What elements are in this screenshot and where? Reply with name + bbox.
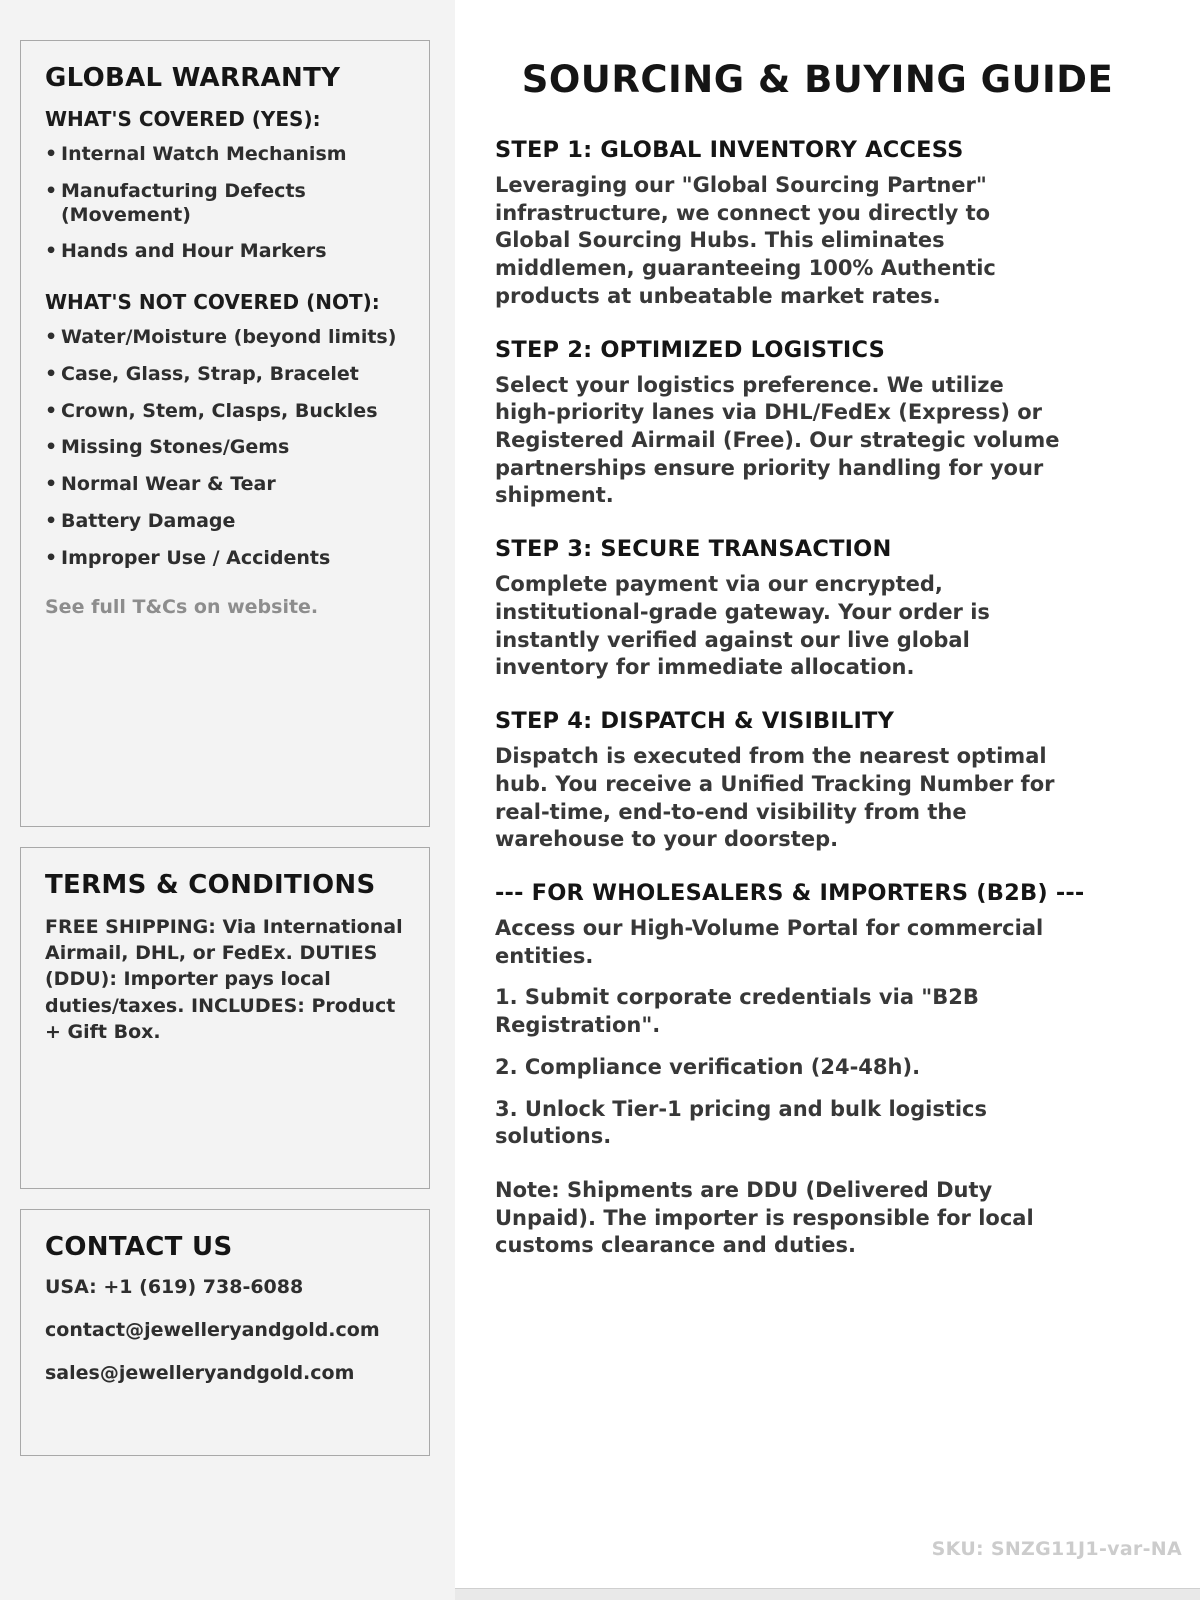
sku-label: SKU: SNZG11J1-var-NA bbox=[931, 1538, 1182, 1560]
step-3-heading: STEP 3: SECURE TRANSACTION bbox=[495, 536, 892, 563]
b2b-note: Note: Shipments are DDU (Delivered Duty Unpaid). The importer is responsible for local customs clearance and duties. bbox=[495, 1177, 1034, 1258]
covered-list bbox=[45, 143, 405, 264]
sidebar bbox=[0, 0, 455, 1600]
b2b-item-1: 1. Submit corporate credentials via "B2B Registration". bbox=[495, 985, 979, 1038]
warranty-title: GLOBAL WARRANTY bbox=[45, 63, 341, 93]
terms-body: FREE SHIPPING: Via International Airmail, DHL, or FedEx. DUTIES (DDU): Importer pays local duties/taxes. INCLUDES: Product + Gift Box. bbox=[45, 916, 403, 1043]
list-item: • Improper Use / Accidents bbox=[45, 547, 405, 571]
guide bbox=[495, 58, 1140, 1260]
step-2-heading: STEP 2: OPTIMIZED LOGISTICS bbox=[495, 336, 885, 363]
covered-title: WHAT'S COVERED (YES): bbox=[45, 107, 321, 131]
not-covered-list bbox=[45, 326, 405, 570]
step-4-body: Dispatch is executed from the nearest optimal hub. You receive a Unified Tracking Number for real-time, end-to-end visibility from the warehouse to your doorstep. bbox=[495, 744, 1055, 852]
b2b-intro: Access our High-Volume Portal for commercial entities. bbox=[495, 915, 1044, 968]
contact-email-sales: sales@jewelleryandgold.com bbox=[45, 1362, 355, 1384]
step-1-body: Leveraging our "Global Sourcing Partner" infrastructure, we connect you directly to Global Sourcing Hubs. This eliminates middlemen, guaranteeing 100% Authentic products at unbeatable market rates. bbox=[495, 173, 996, 308]
step-1-heading: STEP 1: GLOBAL INVENTORY ACCESS bbox=[495, 137, 964, 163]
main-content bbox=[455, 0, 1200, 1600]
bottom-strip bbox=[455, 1588, 1200, 1600]
list-item: • Internal Watch Mechanism bbox=[45, 143, 405, 167]
step-2 bbox=[495, 337, 1140, 511]
b2b-item-3: 3. Unlock Tier-1 pricing and bulk logistics solutions. bbox=[495, 1096, 988, 1149]
list-item: • Manufacturing Defects (Movement) bbox=[45, 180, 405, 228]
b2b-item-2: 2. Compliance verification (24-48h). bbox=[495, 1054, 921, 1079]
step-4-heading: STEP 4: DISPATCH & VISIBILITY bbox=[495, 708, 895, 735]
b2b-section bbox=[495, 880, 1140, 1260]
b2b-heading: --- FOR WHOLESALERS & IMPORTERS (B2B) --- bbox=[495, 879, 1085, 906]
terms-title: TERMS & CONDITIONS bbox=[45, 870, 376, 900]
list-item: • Water/Moisture (beyond limits) bbox=[45, 326, 405, 350]
step-2-body: Select your logistics preference. We utilize high-priority lanes via DHL/FedEx (Express) or Registered Airmail (Free). Our strategic volume partnerships ensure priority handling for your shipment. bbox=[495, 372, 1060, 508]
list-item: • Hands and Hour Markers bbox=[45, 240, 405, 264]
contact-box bbox=[20, 1209, 430, 1456]
list-item: • Crown, Stem, Clasps, Buckles bbox=[45, 400, 405, 424]
step-3 bbox=[495, 536, 1140, 682]
list-item: • Missing Stones/Gems bbox=[45, 436, 405, 460]
not-covered-title: WHAT'S NOT COVERED (NOT): bbox=[45, 290, 380, 314]
step-4 bbox=[495, 708, 1140, 854]
list-item: • Battery Damage bbox=[45, 510, 405, 534]
warranty-footnote: See full T&Cs on website. bbox=[45, 596, 319, 619]
list-item: • Normal Wear & Tear bbox=[45, 473, 405, 497]
terms-box bbox=[20, 847, 430, 1189]
contact-title: CONTACT US bbox=[45, 1232, 233, 1262]
warranty-box bbox=[20, 40, 430, 827]
list-item: • Case, Glass, Strap, Bracelet bbox=[45, 363, 405, 387]
page-title: SOURCING & BUYING GUIDE bbox=[521, 58, 1114, 101]
contact-phone: USA: +1 (619) 738-6088 bbox=[45, 1276, 304, 1298]
contact-email-primary: contact@jewelleryandgold.com bbox=[45, 1319, 380, 1341]
step-3-body: Complete payment via our encrypted, institutional-grade gateway. Your order is instantly verified against our live global inventory for immediate allocation. bbox=[495, 572, 990, 680]
step-1 bbox=[495, 137, 1140, 311]
